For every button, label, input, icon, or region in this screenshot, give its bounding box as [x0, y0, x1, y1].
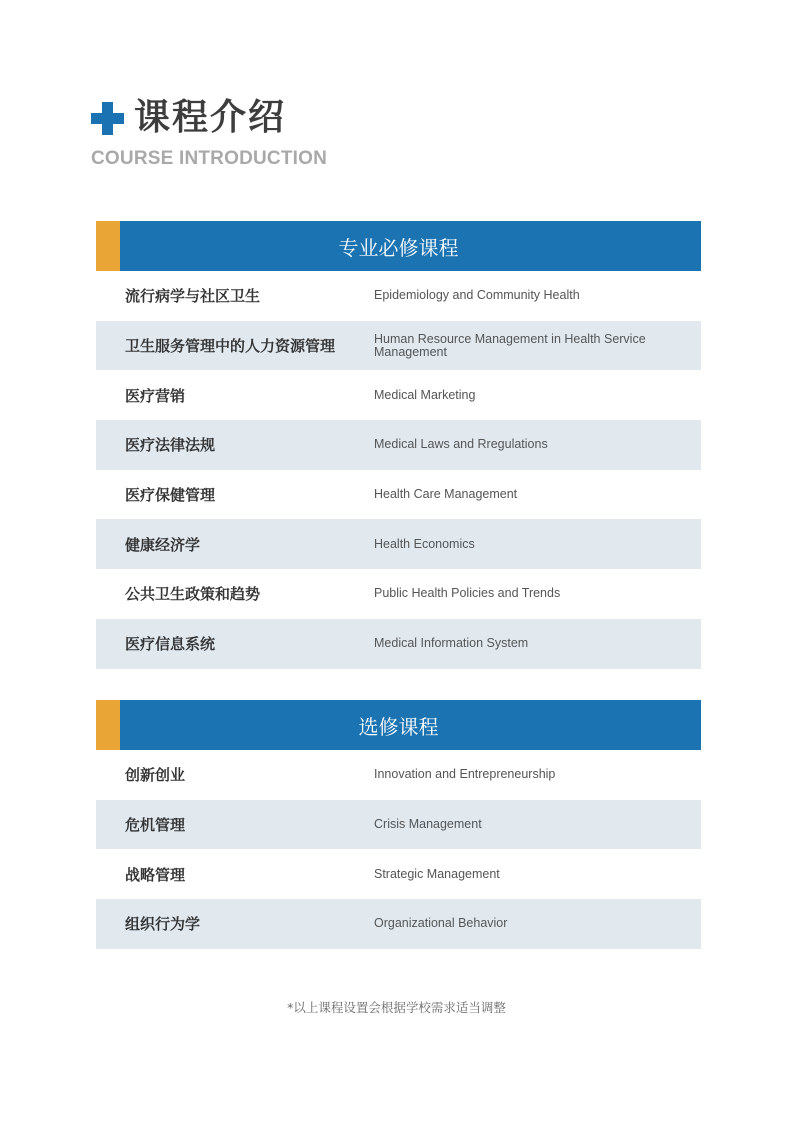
course-name-cn: 公共卫生政策和趋势 [125, 585, 261, 604]
course-name-en: Medical Marketing [374, 387, 476, 402]
course-name-en: Health Economics [374, 536, 475, 551]
course-name-cn: 战略管理 [125, 865, 186, 884]
course-name-en: Epidemiology and Community Health [374, 288, 580, 303]
section-accent-bar [96, 221, 120, 271]
page-title: 课程介绍 [134, 97, 287, 138]
section-title: 专业必修课程 [120, 221, 701, 271]
course-name-en: Innovation and Entrepreneurship [374, 767, 556, 782]
course-name-en: Public Health Policies and Trends [374, 586, 561, 601]
section-title: 选修课程 [120, 700, 701, 750]
section-header [96, 221, 701, 271]
course-name-cn: 卫生服务管理中的人力资源管理 [125, 337, 336, 356]
course-row [96, 470, 701, 520]
course-name-en: Organizational Behavior [374, 916, 508, 931]
course-row [96, 271, 701, 321]
course-row [96, 420, 701, 470]
course-name-cn: 创新创业 [125, 766, 186, 785]
course-name-cn: 流行病学与社区卫生 [125, 287, 261, 306]
elective-courses-section [96, 700, 701, 949]
course-name-en: Strategic Management [374, 866, 500, 881]
course-row [96, 569, 701, 619]
title-row [91, 96, 327, 140]
course-name-cn: 医疗保健管理 [125, 486, 216, 505]
page-title-block [91, 96, 327, 170]
course-row [96, 750, 701, 800]
course-name-cn: 健康经济学 [125, 535, 201, 554]
course-name-en: Human Resource Management in Health Service Management [374, 331, 646, 359]
course-name-en: Medical Information System [374, 636, 529, 651]
course-name-en: Health Care Management [374, 487, 518, 502]
course-name-cn: 医疗营销 [125, 386, 186, 405]
required-courses-section [96, 221, 701, 669]
course-name-cn: 危机管理 [125, 816, 186, 835]
course-name-en: Medical Laws and Rregulations [374, 437, 548, 452]
course-row [96, 800, 701, 850]
course-row [96, 370, 701, 420]
course-row [96, 519, 701, 569]
section-header [96, 700, 701, 750]
plus-icon [91, 102, 124, 135]
course-name-en: Crisis Management [374, 817, 482, 832]
footnote: *以上课程设置会根据学校需求适当调整 [287, 1000, 506, 1015]
course-name-cn: 医疗信息系统 [125, 635, 216, 654]
course-row [96, 619, 701, 669]
section-accent-bar [96, 700, 120, 750]
course-name-cn: 组织行为学 [125, 915, 201, 934]
course-row [96, 899, 701, 949]
page-subtitle: COURSE INTRODUCTION [91, 148, 328, 169]
course-row [96, 321, 701, 371]
course-name-cn: 医疗法律法规 [125, 436, 216, 455]
course-row [96, 849, 701, 899]
